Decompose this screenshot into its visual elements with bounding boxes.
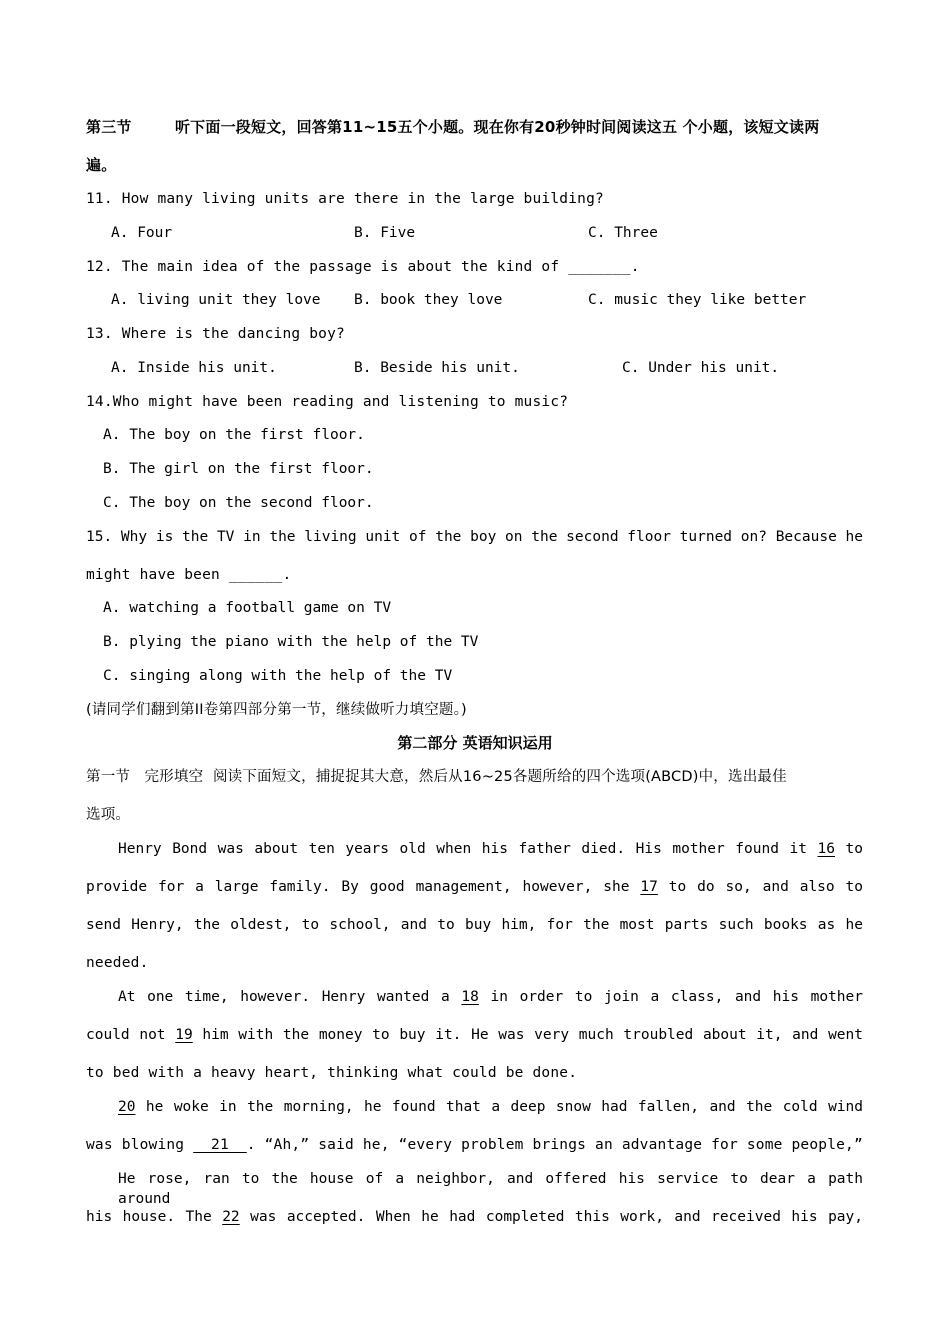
section3-title-line2: 遍。 [86,156,117,174]
passage-p3-line1 [118,1097,863,1117]
passage-text: At one time, however. Henry wanted a [118,989,462,1005]
passage-text: he woke in the morning, he found that a deep snow had fallen, and the cold wind [135,1099,863,1115]
blank-16: 16 [817,841,835,857]
question-14-option-a: A. The boy on the first floor. [103,427,365,443]
question-11-option-c: C. Three [588,225,658,241]
cloze-instructions-line2: 选项。 [86,807,131,823]
question-13-stem: 13. Where is the dancing boy? [86,326,345,342]
passage-p2-line1 [118,987,863,1007]
passage-text: in order to join a class, and his mother [478,989,863,1005]
passage-p4-line1: He rose, ran to the house of a neighbor, and offered his service to dear a path around [118,1171,863,1207]
question-13-option-a: A. Inside his unit. [111,360,277,376]
question-15-stem-line1: 15. Why is the TV in the living unit of the boy on the second floor turned on? Because he [86,529,863,545]
passage-text: provide for a large family. By good management, however, she [86,879,641,895]
cloze-instructions-line1: 第一节 完形填空 阅读下面短文，捕捉捉其大意，然后从16~25各题所给的四个选项(ABCD)中，选出最佳 [86,769,787,785]
passage-p1-line2 [86,877,863,897]
passage-text: Henry Bond was about ten years old when his father died. His mother found it [118,841,818,857]
passage-text: . “Ah,” said he, “every problem brings an advantage for some people,” [246,1137,863,1153]
question-12-option-c: C. music they like better [588,292,807,308]
question-15-option-a: A. watching a football game on TV [103,600,392,616]
passage-p2-line2 [86,1025,863,1045]
listening-note: (请同学们翻到第II卷第四部分第一节，继续做听力填空题。) [86,702,467,718]
question-14-option-c: C. The boy on the second floor. [103,495,374,511]
blank-17: 17 [640,879,658,895]
section3-title-line1: 第三节 听下面一段短文，回答第11~15五个小题。现在你有20秒钟时间阅读这五 个小题，该短文读两 [86,118,820,136]
passage-p1-line1 [118,839,863,859]
passage-text: could not [86,1027,176,1043]
question-11-option-b: B. Five [354,225,416,241]
passage-p4-line2 [86,1207,863,1227]
part2-heading: 第二部分 英语知识运用 [397,734,553,752]
passage-text: to do so, and also to [657,879,864,895]
passage-text: was accepted. When he had completed this work, and received his pay, [239,1209,863,1225]
blank-21: 21 [193,1137,247,1153]
blank-18: 18 [461,989,479,1005]
blank-22: 22 [222,1209,240,1225]
question-11-option-a: A. Four [111,225,173,241]
question-12-stem: 12. The main idea of the passage is about the kind of _______. [86,259,640,275]
question-15-option-c: C. singing along with the help of the TV [103,668,453,684]
passage-p1-line4: needed. [86,955,149,971]
question-12-option-b: B. book they love [354,292,503,308]
passage-text: him with the money to buy it. He was very much troubled about it, and went [192,1027,863,1043]
question-14-option-b: B. The girl on the first floor. [103,461,374,477]
question-15-option-b: B. plying the piano with the help of the TV [103,634,479,650]
question-14-stem: 14.Who might have been reading and listening to music? [86,394,569,410]
question-13-option-c: C. Under his unit. [622,360,780,376]
question-13-option-b: B. Beside his unit. [354,360,520,376]
passage-p3-line2 [86,1135,863,1155]
blank-19: 19 [175,1027,193,1043]
question-12-option-a: A. living unit they love [111,292,321,308]
passage-text: was blowing [86,1137,194,1153]
question-11-stem: 11. How many living units are there in the large building? [86,191,604,207]
blank-20: 20 [118,1099,136,1115]
passage-p1-line3: send Henry, the oldest, to school, and to buy him, for the most parts such books as he [86,917,863,933]
passage-p2-line3: to bed with a heavy heart, thinking what could be done. [86,1065,578,1081]
question-15-stem-line2: might have been ______. [86,567,292,583]
passage-text: to [834,841,863,857]
passage-text: his house. The [86,1209,223,1225]
